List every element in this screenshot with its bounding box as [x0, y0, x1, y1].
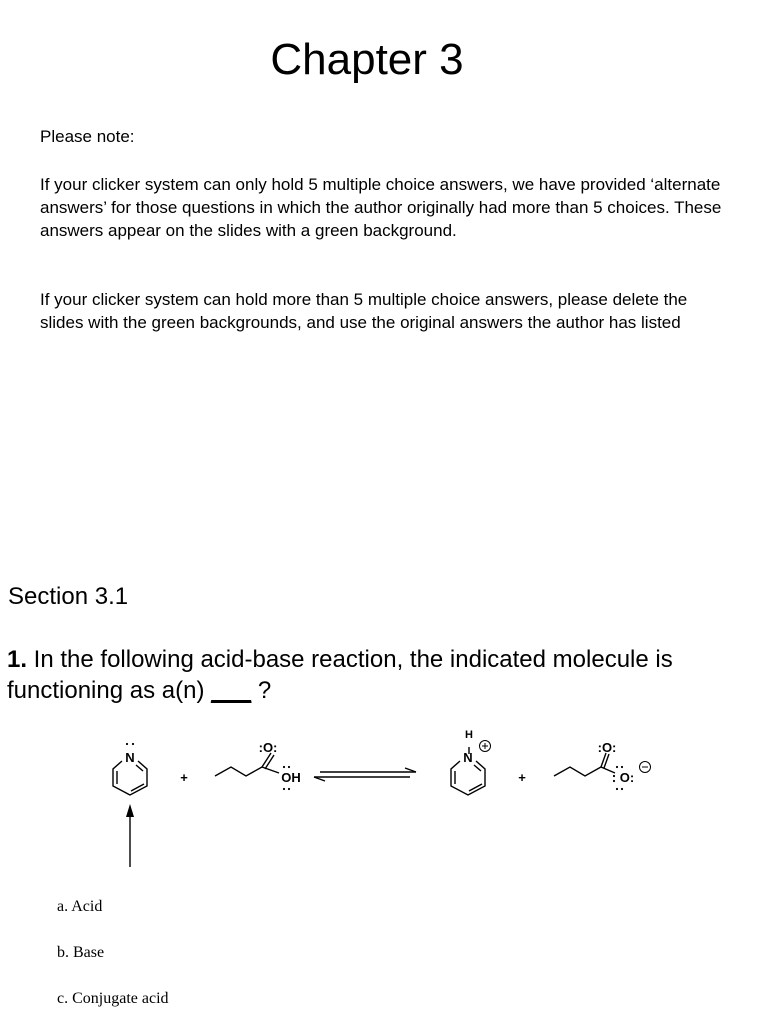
note-label: Please note: [40, 127, 135, 146]
plus-sign-1: + [180, 770, 188, 785]
pyridinium-hydrogen: H [465, 729, 473, 741]
pyridine-molecule [113, 761, 147, 795]
answer-option-a: a. Acid [57, 898, 103, 915]
acid-carbonyl-oxygen: :O: [258, 740, 278, 755]
pyridinium-nitrogen: N [463, 750, 473, 765]
pyridinium-molecule [451, 741, 491, 796]
indicator-arrowhead [126, 804, 134, 817]
answer-option-b: b. Base [57, 944, 105, 961]
section-heading: Section 3.1 [8, 583, 129, 610]
plus-sign-2: + [518, 770, 526, 785]
question-end: ? [251, 677, 272, 704]
question-blank: ___ [211, 677, 252, 704]
question-number: 1. [7, 646, 28, 673]
butanoic-acid-skeleton [215, 753, 279, 776]
reaction-diagram [0, 720, 768, 880]
pyridine-nitrogen: N [125, 750, 135, 765]
carboxylate-oxygen: O: [619, 770, 635, 785]
question-text: In the following acid-base reaction, the indicated molecule is functioning as a(n) [7, 646, 673, 704]
equilibrium-arrows [314, 768, 416, 781]
butanoate-skeleton [554, 753, 651, 776]
note-paragraph-2: If your clicker system can hold more than 5 multiple choice answers, please delete the slides with the green backgrounds, and use the original answers the author has listed [40, 290, 688, 332]
carboxylate-carbonyl-oxygen: :O: [597, 740, 617, 755]
page-title: Chapter 3 [270, 35, 464, 84]
note-paragraph-1: If your clicker system can only hold 5 multiple choice answers, we have provided ‘alternate answers’ for those questions in which the author originally had more than 5 choices. These answers appear on the slides with a green background. [40, 175, 722, 240]
acid-hydroxyl: OH [281, 770, 301, 785]
lone-pair-dots [126, 743, 623, 790]
answer-option-c: c. Conjugate acid [57, 990, 169, 1007]
question-1 [7, 644, 757, 706]
